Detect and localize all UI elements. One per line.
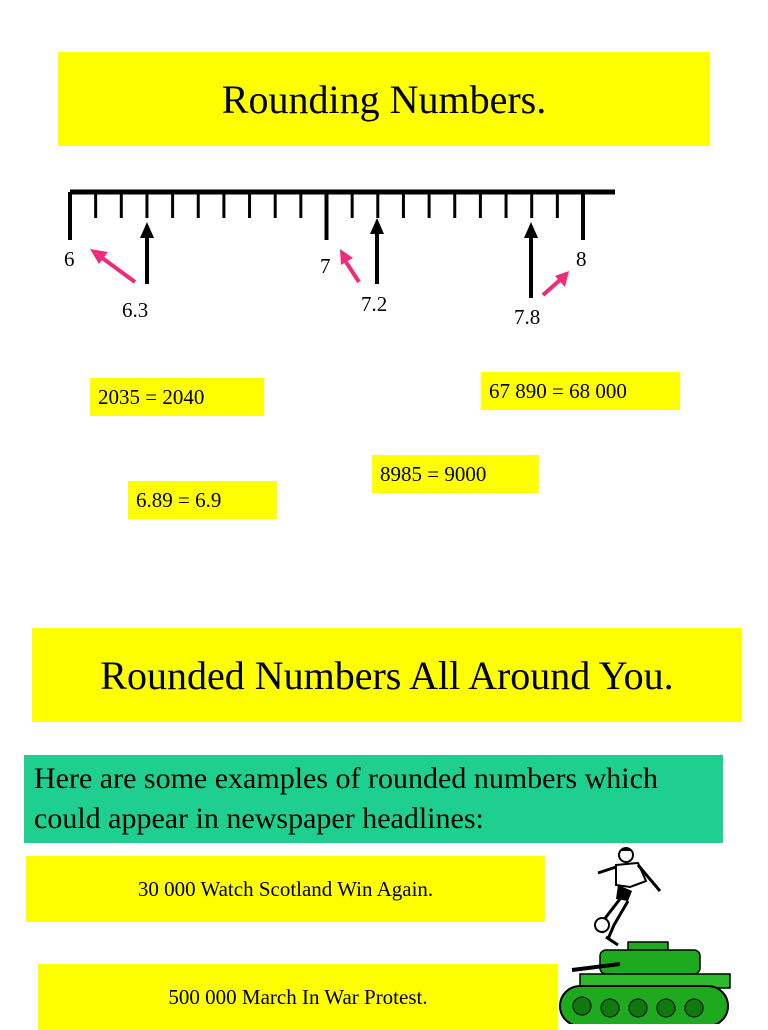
intro-text: Here are some examples of rounded numbers which could appear in newspaper headlines: <box>24 755 723 843</box>
pink-arrow-to-7 <box>340 249 359 282</box>
page-title: Rounding Numbers. <box>58 52 710 146</box>
label-7-2: 7.2 <box>361 292 388 316</box>
label-7-8: 7.8 <box>514 305 541 329</box>
arrow-7-2 <box>370 218 384 284</box>
label-8: 8 <box>576 247 587 271</box>
section-title: Rounded Numbers All Around You. <box>32 628 742 722</box>
headline-banner: 500 000 March In War Protest. <box>38 964 558 1030</box>
label-7: 7 <box>320 254 331 278</box>
equation-box: 2035 = 2040 <box>90 378 264 416</box>
label-6: 6 <box>64 247 75 271</box>
footballer-clipart-icon <box>595 848 660 945</box>
label-6-3: 6.3 <box>122 298 149 322</box>
equation-box: 6.89 = 6.9 <box>128 481 277 519</box>
headline-banner: 30 000 Watch Scotland Win Again. <box>26 856 545 922</box>
tank-clipart-icon <box>560 942 730 1024</box>
pink-arrow-to-8 <box>543 271 569 295</box>
arrow-6-3 <box>140 222 154 284</box>
pink-arrow-to-6 <box>90 249 135 282</box>
arrow-7-8 <box>524 222 538 298</box>
equation-box: 67 890 = 68 000 <box>481 372 680 410</box>
equation-box: 8985 = 9000 <box>372 455 539 493</box>
